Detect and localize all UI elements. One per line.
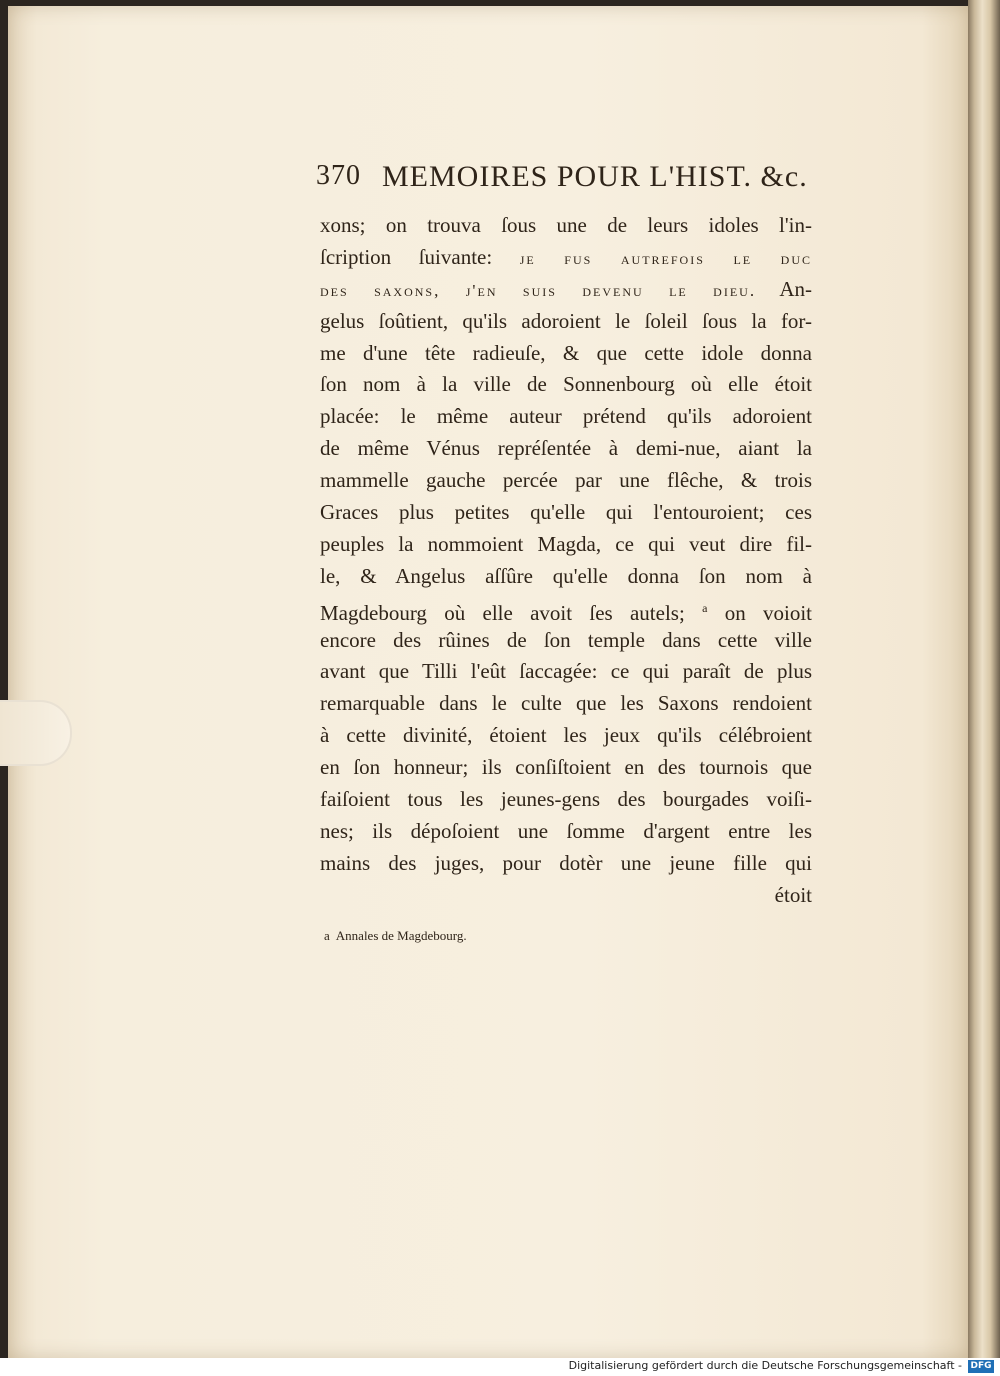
footnote xyxy=(324,928,467,944)
text-line: ſcription ſuivante: je fus autrefois le duc xyxy=(320,244,812,269)
text-line: remarquable dans le culte que les Saxons rendoient xyxy=(320,691,812,716)
text-line: Magdebourg où elle avoit ſes autels; $^a$ on voioit xyxy=(320,600,812,625)
inscription-text: je fus autrefois le duc xyxy=(519,248,812,268)
dfg-logo: DFG xyxy=(968,1360,994,1373)
text-line: Graces plus petites qu'elle qui l'entouroient; ces xyxy=(320,500,812,525)
text-line: le, & Angelus aſſûre qu'elle donna ſon nom à xyxy=(320,563,812,588)
inscription-text: des saxons, j'en suis devenu le dieu. xyxy=(320,280,757,300)
page-number: 370 xyxy=(316,160,361,191)
text-line: des saxons, j'en suis devenu le dieu. An- xyxy=(320,276,812,301)
text-line: peuples la nommoient Magda, ce qui veut dire fil- xyxy=(320,531,812,556)
text-line: placée: le même auteur prétend qu'ils adoroient xyxy=(320,404,812,429)
text-line: encore des rûines de ſon temple dans cette ville xyxy=(320,627,812,652)
page-header xyxy=(316,160,816,200)
page-tab-marker xyxy=(0,700,72,766)
text-line: ſon nom à la ville de Sonnenbourg où elle étoit xyxy=(320,372,812,397)
footnote-marker: a xyxy=(702,600,708,615)
catchword: étoit xyxy=(774,882,812,907)
text-line: de même Vénus repréſentée à demi-nue, aiant la xyxy=(320,436,812,461)
footnote-marker: a xyxy=(324,928,330,943)
page-edge xyxy=(968,0,1000,1358)
text-line: nes; ils dépoſoient une ſomme d'argent entre les xyxy=(320,818,812,843)
footnote-text: Annales de Magdebourg. xyxy=(335,928,467,943)
text-line: mammelle gauche percée par une flêche, & trois xyxy=(320,468,812,493)
text-line: xons; on trouva ſous une de leurs idoles l'in- xyxy=(320,213,812,237)
text-line: à cette divinité, étoient les jeux qu'ils célébroient xyxy=(320,723,812,748)
text-line: avant que Tilli l'eût ſaccagée: ce qui paraît de plus xyxy=(320,659,812,684)
running-title: MEMOIRES POUR L'HIST. &c. xyxy=(382,160,808,193)
text-line: faiſoient tous les jeunes-gens des bourgades voiſi- xyxy=(320,787,812,812)
text-line: me d'une tête radieuſe, & que cette idole donna xyxy=(320,340,812,365)
body-text xyxy=(320,210,812,912)
funding-credit: Digitalisierung gefördert durch die Deutsche Forschungsgemeinschaft - xyxy=(568,1359,962,1372)
text-line: mains des juges, pour dotèr une jeune fille qui xyxy=(320,850,812,875)
digitization-footer xyxy=(0,1358,1000,1376)
text-line: en ſon honneur; ils conſiſtoient en des tournois que xyxy=(320,755,812,780)
text-line: gelus ſoûtient, qu'ils adoroient le ſoleil ſous la for- xyxy=(320,308,812,333)
